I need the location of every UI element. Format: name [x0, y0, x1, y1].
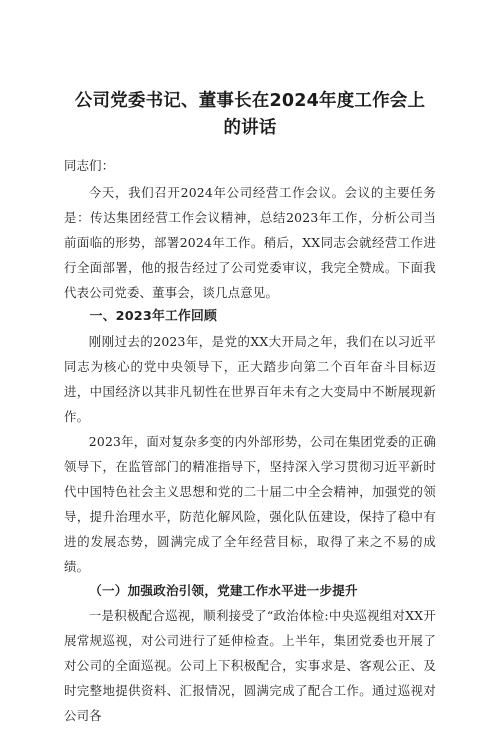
subsection-heading-1: （一）加强政治引领，党建工作水平进一步提升: [89, 583, 358, 599]
paragraph-inspection: 一是积极配合巡视，顺利接受了“政治体检:中央巡视组对XX开展常规巡视，对公司进行了延伸检查。上半年，集团党委也开展了对公司的全面巡视。公司上下积极配合，实事求是、客观公正、及时完整地提供资料、汇报情况，圆满完成了配合工作。通过巡视对公司各: [64, 608, 436, 723]
document-title: [64, 88, 436, 142]
title-line-1: 公司党委书记、董事长在2024年度工作会上: [74, 91, 426, 111]
paragraph-review-2: 2023年，面对复杂多变的内外部形势，公司在集团党委的正确领导下，在监管部门的精准指导下，坚持深入学习贯彻习近平新时代中国特色社会主义思想和党的二十届二中全会精神，加强党的领导，提升治理水平，防范化解风险，强化队伍建设，保持了稳中有进的发展态势，圆满完成了全年经营目标，取得了来之不易的成绩。: [64, 433, 436, 574]
title-line-2: 的讲话: [223, 118, 277, 138]
salutation: 同志们：: [64, 158, 115, 173]
paragraph-opening: 今天，我们召开2024年公司经营工作会议。会议的主要任务是：传达集团经营工作会议精神，总结2023年工作，分析公司当前面临的形势，部署2024年工作。稍后，XX同志会就经营工作进行全面部署，他的报告经过了公司党委审议，我完全赞成。下面我代表公司党委、董事会，谈几点意见。: [64, 184, 436, 300]
paragraph-review-1: 刚刚过去的2023年，是党的XX大开局之年，我们在以习近平同志为核心的党中央领导下，正大踏步向第二个百年奋斗目标迈进，中国经济以其非凡韧性在世界百年未有之大变局中不断展现新作。: [64, 334, 436, 425]
section-heading-1: 一、2023年工作回顾: [89, 309, 217, 325]
